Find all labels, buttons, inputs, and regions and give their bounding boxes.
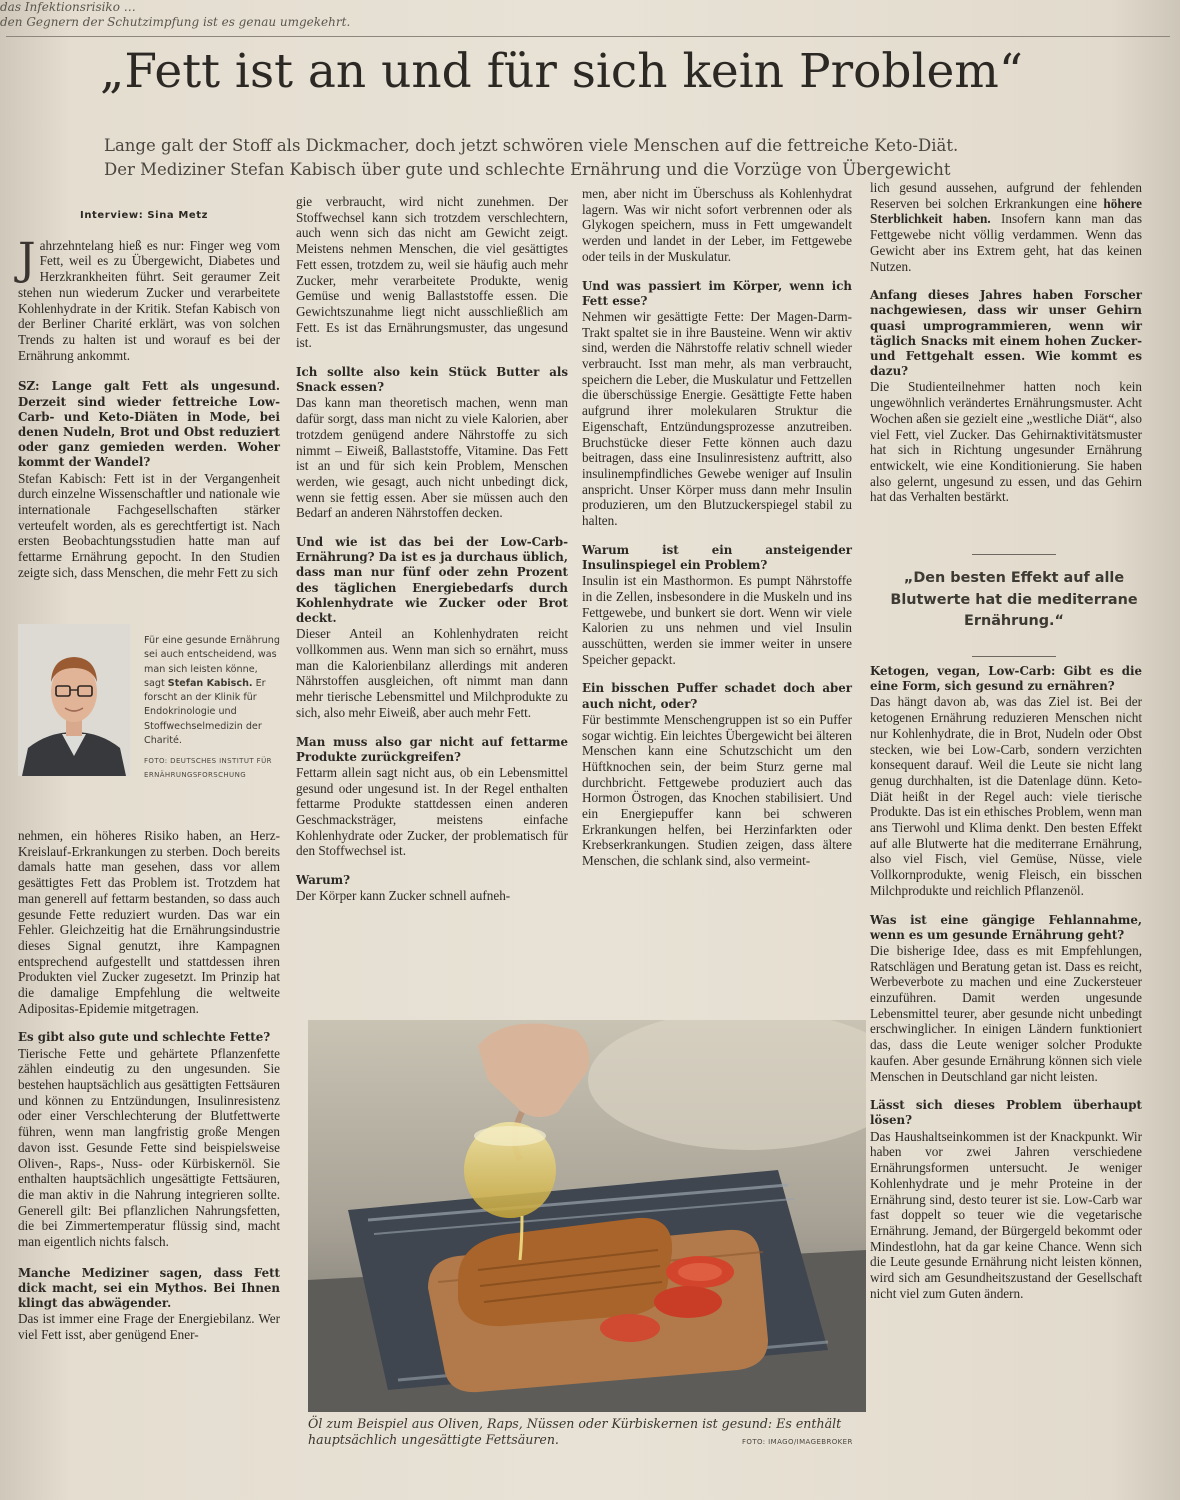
column-4-top: [870, 180, 1142, 505]
answer-10-text: lich gesund aussehen, aufgrund der fehlenden Reserven bei solchen Erkrankungen eine: [870, 180, 1142, 211]
answer-11: Die Studienteilnehmer hatten noch kein ungewöhnlich verändertes Ernährungsmuster. Acht Wochen aßen sie gezielt eine „westliche Diät“, also viel Fett, viel Zucker. Das Gehirnaktivitätsmuster hat sich in Richtung ungesunder Ernährung entwickelt, wie eine Konditionierung. Sie haben also gelernt, ungesund zu essen, und das Gehirn hat das Verhalten bestärkt.: [870, 379, 1142, 505]
answer-9: Insulin ist ein Masthormon. Es pumpt Nährstoffe in die Zellen, insbesondere in die Muskeln und ins Fettgewebe, und bunkert sie dort. Wenn wir viele Kalorien zu uns nehmen und viel Insulin ausschütten, werden sie immer weiter in unsere Speicher gepackt.: [582, 573, 852, 667]
answer-13: Die bisherige Idee, dass es mit Empfehlungen, Ratschlägen und Beratung getan ist. Dass es reicht, Werbeverbote zu machen und eine Zuckersteuer einzuführen. Damit werden ungesunde Lebensmittel teurer, aber gesunde nicht unbedingt erschwinglicher. In einigen Ländern funktioniert das, dass die Leute weniger solcher Produkte kaufen. Aber gesunde Ernährung können sich viele Menschen in Deutschland gar nicht leisten.: [870, 942, 1142, 1084]
column-4-bottom: [870, 654, 1142, 1301]
column-1-top: [18, 208, 280, 580]
question-11: Anfang dieses Jahres haben Forscher nachgewiesen, dass wir unser Gehirn quasi umprogrammieren, wenn wir täglich Snacks mit einem hohen Zucker- und Fettgehalt essen. Wie kommt es dazu?: [870, 288, 1142, 379]
answer-3-continued: gie verbraucht, wird nicht zunehmen. Der Stoffwechsel kann sich trotzdem verschlechtern, auch wenn sich das nicht am Gewicht zeigt. Meistens nehmen Menschen, die viel gesättigtes Fett essen, trotzdem zu, weil sie häufig auch mehr Zucker, mehr verarbeitete Produkte, wenig Gemüse und wenig Ballaststoffe essen. Die Gewichtszunahme liegt nicht ausschließlich am Fett. Es ist das Ernährungsmuster, das ungesund ist.: [296, 194, 568, 351]
portrait-photo: [18, 624, 130, 776]
answer-2: Tierische Fette und gehärtete Pflanzenfette zählen eindeutig zu den ungesunden. Sie bestehen hauptsächlich aus gesättigten Fettsäuren und können zu Entzündungen, Insulinresistenz oder einer Verschlechterung der Blutfettwerte führen, wenn man langfristig große Mengen davon isst. Gesunde Fette sind beispielsweise Oliven-, Raps-, Nuss- oder Kürbiskernöl. Sie enthalten hauptsächlich ungesättigte Fettsäuren, die man aktiv in die Nahrung integrieren sollte. Generell gilt: Bei pflanzlichen Nahrungsfetten, die bei Zimmertemperatur flüssig sind, macht man eigentlich nichts falsch.: [18, 1045, 280, 1250]
answer-10-continued: [870, 180, 1142, 274]
answer-7: Der Körper kann Zucker schnell aufneh-: [296, 888, 511, 904]
question-1: SZ: Lange galt Fett als ungesund. Derzeit sind wieder fettreiche Low-Carb- und Keto-Diäten in Mode, bei denen Nudeln, Brot und Obst reduziert oder ganz gemieden werden. Woher kommt der Wandel?: [18, 379, 280, 470]
answer-3: Das ist immer eine Frage der Energiebilanz. Wer viel Fett isst, aber genügend Ener-: [18, 1311, 280, 1343]
question-2: Es gibt also gute und schlechte Fette?: [18, 1030, 271, 1045]
answer-12: Das hängt davon ab, was das Ziel ist. Bei der ketogenen Ernährung reduzieren Menschen nicht nur Kohlenhydrate, die in Brot, Nudeln oder Obst stecken, wie bei Low-Carb, sondern verzichten konsequent darauf. Weil die Leute sie nicht lang genug durchhalten, ist die Datenlage dünn. Keto-Diät heißt in der Regel auch: viele tierische Produkte. Das ist ein ethisches Problem, wenn man ans Tierwohl und Klima denkt. Den besten Effekt auf alle Blutwerte hat die mediterrane Ernährung, also viel Fisch, viel Gemüse, Nüsse, viele Vollkornprodukte, wenig Fleisch, ein bisschen Milchprodukte und reichlich Pflanzenöl.: [870, 694, 1142, 898]
column-3: [582, 186, 852, 869]
oil-bread-illustration: [308, 1020, 866, 1412]
photo-caption: Öl zum Beispiel aus Oliven, Raps, Nüssen oder Kürbiskernen ist gesund: Es enthält hauptsächlich ungesättigte Fettsäuren.: [308, 1416, 842, 1447]
question-5: Und wie ist das bei der Low-Carb-Ernährung? Da ist es ja durchaus üblich, dass man nur fünf oder zehn Prozent des täglichen Energiebedarfs durch Kohlenhydrate wie Zucker oder Brot deckt.: [296, 535, 568, 626]
answer-10-emphasis: höhere Sterblichkeit haben.: [870, 195, 1142, 227]
pull-quote-rule-top: [972, 554, 1056, 555]
intro-text: ahrzehntelang hieß es nur: Finger weg vom Fett, weil es zu Übergewicht, Diabetes und Herzkrankheiten führt. Seit geraumer Zeit stehen nun wiederum Zucker und verarbeitete Kohlenhydrate in der Kritik. Stefan Kabisch von der Berliner Charité erklärt, was von solchen Trends zu halten ist und worauf es bei der Ernährung ankommt.: [18, 237, 280, 363]
column-2: [296, 194, 568, 904]
photo-credit: FOTO: IMAGO/IMAGEBROKER: [742, 1438, 853, 1446]
answer-14: Das Haushaltseinkommen ist der Knackpunkt. Wir haben vor zwei Jahren verschiedene Ernährungsformen untersucht. Je weniger Kohlenhydrate und je mehr Proteine in der Ernährung sind, desto teurer ist sie. Low-Carb war fast doppelt so teuer wie die vegetarische Ernährung. Jemand, der Bürgergeld bekommt oder Mindestlohn, hat da gar keine Chance. Wenn sich die Leute gesunde Ernährung nicht leisten können, wird sich am Gesundheitszustand der Gesellschaft nicht viel zum Guten ändern.: [870, 1128, 1142, 1301]
intro-paragraph: [18, 233, 280, 364]
question-9: Warum ist ein ansteigender Insulinspiegel ein Problem?: [582, 542, 852, 572]
answer-5: Dieser Anteil an Kohlenhydraten reicht vollkommen aus. Wenn man sich so ernährt, muss man die Kalorienbilanz allerdings mit anderen Nährstoffen ausgleichen, oft nimmt man dann mehr tierische Lebensmittel und Milchprodukte zu sich, also mehr Eiweiß, aber auch mehr Fett.: [296, 626, 568, 720]
answer-10: Für bestimmte Menschengruppen ist so ein Puffer sogar wichtig. Ein leichtes Übergewicht bei älteren Menschen kann eine Schutzschicht um den Hüftknochen sein, der beim Sturz gerne mal durchbricht. Fettgewebe produziert auch das Hormon Östrogen, das Knochen stabilisiert. Und ein Energiepuffer kann bei schweren Erkrankungen helfen, bei Herzinfarkten oder Krebserkrankungen. Studien zeigen, dass ältere Menschen, die schlank sind, also vermeint-: [582, 711, 852, 869]
answer-6: Fettarm allein sagt nicht aus, ob ein Lebensmittel gesund oder ungesund ist. In der Regel enthalten fettarme Produkte stattdessen einen anderen Geschmacksträger, meistens einfache Kohlenhydrate oder Zucker, der problematisch für den Stoffwechsel ist.: [296, 764, 568, 859]
answer-4: Das kann man theoretisch machen, wenn man dafür sorgt, dass man nicht zu viele Kalorien, aber trotzdem genügend andere Nährstoffe zu sich nimmt – Eiweiß, Ballaststoffe, Vitamine. Das Fett ist an und für sich kein Problem, Menschen werden, wie gesagt, auch nicht unbedingt dick, wenn sie fettig essen. Aber sie müssen auch den Bedarf an anderen Nährstoffen decken.: [296, 395, 568, 521]
portrait-illustration: [18, 624, 130, 776]
fragment-line-2: den Gegnern der Schutzimpfung ist es genau umgekehrt.: [0, 15, 351, 29]
answer-1: Stefan Kabisch: Fett ist in der Vergangenheit durch einzelne Wissenschaftler und nationale wie internationale Fachgesellschaften stärker verteufelt worden, als es gerechtfertigt ist. Nach ersten Beobachtungsstudien hatte man auf fettarme Ernährung gepocht. In den Studien zeigte sich, dass Menschen, die mehr Fett zu sich: [18, 470, 280, 580]
column-1-bottom: [18, 828, 280, 1343]
oil-bread-photo: [308, 1020, 866, 1412]
question-4: Ich sollte also kein Stück Butter als Snack essen?: [296, 365, 568, 395]
question-12: Ketogen, vegan, Low-Carb: Gibt es die eine Form, sich gesund zu ernähren?: [870, 664, 1142, 694]
question-14: Lässt sich dieses Problem überhaupt lösen?: [870, 1098, 1142, 1128]
answer-8: Nehmen wir gesättigte Fette: Der Magen-Darm-Trakt spaltet sie in ihre Bausteine. Wenn wir aktiv sind, werden die Nährstoffe relativ schnell wieder verbraucht. Isst man mehr, als man verbraucht, speichern die Leber, die Muskulatur und Fettzellen die überschüssige Energie. Gesättigte Fette haben aufgrund ihrer molekularen Struktur die Eigenschaft, Entzündungsprozesse anzutreiben. Bruchstücke dieser Fette können auch dazu beitragen, dass eine Insulinresistenz auftritt, also insulinempfindliches Gewebe weniger auf Insulin anspricht. Unser Körper muss dann mehr Insulin produzieren, um den Blutzuckerspiegel stabil zu halten.: [582, 308, 852, 529]
portrait-caption-rest: Er forscht an der Klinik für Endokrinologie und Stoffwechselmedizin der Charité.: [144, 677, 266, 747]
previous-article-fragment: [0, 0, 420, 34]
portrait-caption: [144, 634, 280, 782]
subtitle-line-1: Lange galt der Stoff als Dickmacher, doch jetzt schwören viele Menschen auf die fettreiche Keto-Diät.: [104, 136, 959, 155]
fragment-line-1: das Infektionsrisiko …: [0, 0, 136, 14]
question-6: Man muss also gar nicht auf fettarme Produkte zurückgreifen?: [296, 734, 568, 764]
question-7: Warum?: [296, 873, 351, 888]
byline: Interview: Sina Metz: [80, 210, 209, 221]
question-13: Was ist eine gängige Fehlannahme, wenn es um gesunde Ernährung geht?: [870, 912, 1142, 942]
question-8: Und was passiert im Körper, wenn ich Fett esse?: [582, 278, 852, 308]
headline: „Fett ist an und für sich kein Problem“: [100, 44, 1023, 99]
portrait-credit: FOTO: DEUTSCHES INSTITUT FÜR ERNÄHRUNGSFORSCHUNG: [144, 757, 272, 780]
pull-quote: „Den besten Effekt auf alle Blutwerte hat die mediterrane Ernährung.“: [890, 570, 1138, 629]
portrait-caption-text: Für eine gesunde Ernährung sei auch entscheidend, was man sich leisten könne, sagt: [144, 635, 280, 689]
top-divider: [6, 36, 1170, 37]
portrait-caption-name: Stefan Kabisch.: [167, 677, 253, 689]
answer-7-continued: men, aber nicht im Überschuss als Kohlenhydrat lagern. Was wir nicht sofort verbrennen oder als Glykogen speichern, muss in Fett umgewandelt werden und landet in der Leber, im Fettgewebe oder teils in der Muskulatur.: [582, 186, 852, 264]
answer-1-continued: nehmen, ein höheres Risiko haben, an Herz-Kreislauf-Erkrankungen zu sterben. Doch bereits damals hatte man gesehen, dass vor allem gesättigtes Fett das Problem ist. Trotzdem hat man generell auf fettarm bestanden, so dass auch gesunde Fette reduziert wurden. Das war ein Fehler. Gleichzeitig hat die Ernährungsindustrie dieses Signal genutzt, ihre Kampagnen entsprechend aufgestellt und stattdessen ihren Produkten viel Zucker zugesetzt. Im Prinzip hat die damalige Empfehlung die weltweite Adipositas-Epidemie mitgetragen.: [18, 828, 280, 1016]
question-10: Ein bisschen Puffer schadet doch aber auch nicht, oder?: [582, 681, 852, 711]
answer-10-rest: Insofern kann man das Fettgewebe nicht völlig verdammen. Wenn das Gewicht aber ins Extrem geht, hat das keinen Nutzen.: [870, 211, 1143, 274]
subtitle-line-2: Der Mediziner Stefan Kabisch über gute und schlechte Ernährung und die Vorzüge von Übergewicht: [104, 160, 951, 179]
question-3: Manche Mediziner sagen, dass Fett dick macht, sei ein Mythos. Bei Ihnen klingt das abwägender.: [18, 1265, 280, 1311]
subtitle: [104, 134, 1104, 182]
dropcap: J: [18, 233, 36, 285]
